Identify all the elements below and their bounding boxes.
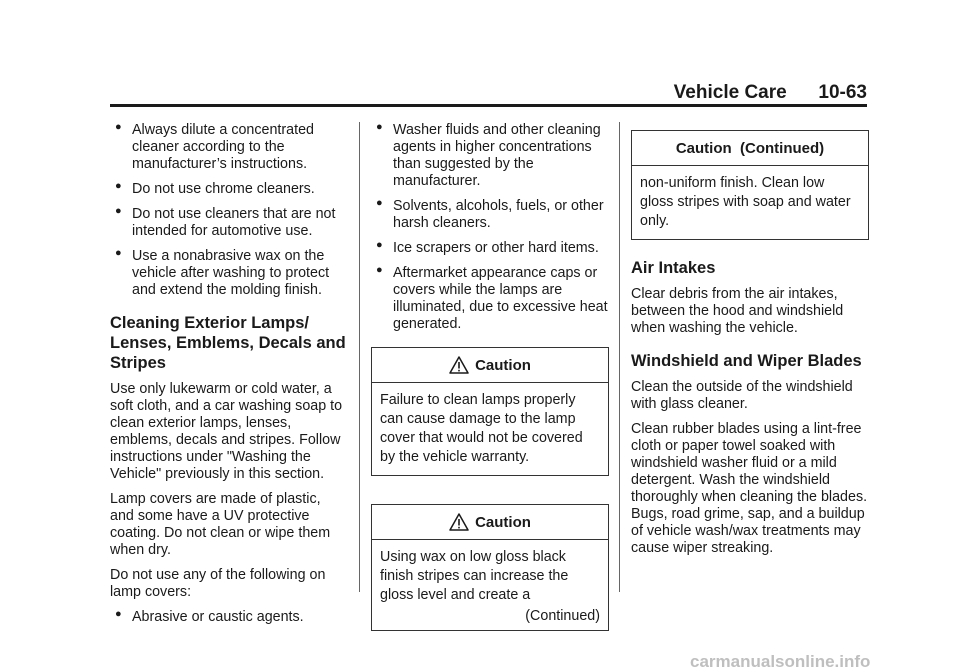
paragraph: Clean the outside of the windshield with glass cleaner. (631, 379, 853, 412)
list-item (371, 265, 609, 333)
list-item (110, 609, 348, 626)
bullet-text: Solvents, alcohols, fuels, or other harsh cleaners. (393, 198, 604, 231)
list-item (110, 248, 348, 299)
bullet-text: Use a nonabrasive wax on the vehicle after washing to protect and extend the molding finish. (132, 248, 330, 298)
bullet-icon: ● (376, 239, 383, 251)
bullet-icon: ● (376, 121, 383, 133)
bullet-list (110, 122, 348, 299)
warning-icon (449, 513, 469, 531)
caution-box (631, 130, 869, 240)
caution-header (632, 131, 868, 166)
list-item (110, 122, 348, 173)
paragraph: Clear debris from the air intakes, between the hood and windshield when washing the vehicle. (631, 286, 844, 336)
header-title (674, 82, 867, 104)
section-heading: Cleaning Exterior Lamps/ Lenses, Emblems, Decals and Stripes (110, 314, 346, 372)
bullet-text: Always dilute a concentrated cleaner according to the manufacturer’s instructions. (132, 122, 314, 172)
list-item (110, 206, 348, 240)
caution-header (372, 505, 608, 540)
caution-box (371, 504, 609, 631)
bullet-text: Aftermarket appearance caps or covers while the lamps are illuminated, due to excessive heat generated. (393, 265, 608, 332)
caution-title: Caution (Continued) (675, 139, 825, 157)
list-item (371, 122, 609, 190)
caution-title: Caution (475, 513, 531, 531)
caution-body (372, 540, 608, 630)
bullet-list (371, 122, 609, 333)
bullet-icon: ● (115, 247, 122, 259)
bullet-icon: ● (376, 264, 383, 276)
section-heading: Windshield and Wiper Blades (631, 352, 862, 370)
bullet-text: Do not use chrome cleaners. (132, 181, 315, 197)
column-divider (359, 122, 360, 592)
paragraph: Use only lukewarm or cold water, a soft cloth, and a car washing soap to clean exterior lamps, lenses, emblems, decals and stripes. Follow instructions under "Washing the Vehicle" previously in this section. (110, 381, 343, 482)
bullet-text: Do not use cleaners that are not intended for automotive use. (132, 206, 336, 239)
bullet-icon: ● (115, 205, 122, 217)
bullet-text: Ice scrapers or other hard items. (393, 240, 599, 256)
caution-text: non-uniform finish. Clean low gloss stripes with soap and water only. (640, 175, 851, 229)
bullet-icon: ● (376, 197, 383, 209)
caution-box (371, 347, 609, 476)
paragraph: Do not use any of the following on lamp covers: (110, 567, 326, 600)
warning-icon (449, 356, 469, 374)
list-item (371, 198, 609, 232)
page-header (110, 80, 867, 107)
list-item (371, 240, 609, 257)
paragraph: Clean rubber blades using a lint-free cloth or paper towel soaked with windshield washer fluid or a mild detergent. Wash the windshield thoroughly when cleaning the blades. Bugs, road grime, sap, and a buildup of vehicle wash/wax treatments may cause wiper streaking. (631, 421, 868, 556)
caution-text: Using wax on low gloss black finish stripes can increase the gloss level and create a (380, 549, 569, 603)
paragraph: Lamp covers are made of plastic, and some have a UV protective coating. Do not clean or wipe them when dry. (110, 491, 331, 558)
continued-label: (Continued) (525, 608, 600, 624)
bullet-text: Washer fluids and other cleaning agents in higher concentrations than suggested by the manufacturer. (393, 122, 601, 189)
watermark: carmanualsonline.info (690, 652, 871, 671)
section-heading: Air Intakes (631, 259, 716, 277)
column-divider (619, 122, 620, 592)
caution-header (372, 348, 608, 383)
bullet-icon: ● (115, 608, 122, 620)
bullet-icon: ● (115, 180, 122, 192)
section-title: Vehicle Care (673, 82, 787, 103)
column-1 (110, 122, 348, 634)
bullet-text: Abrasive or caustic agents. (132, 609, 304, 625)
bullet-icon: ● (115, 121, 122, 133)
column-2 (371, 122, 609, 631)
list-item (110, 181, 348, 198)
bullet-list (110, 609, 348, 626)
caution-text: Failure to clean lamps properly can cause damage to the lamp cover that would not be covered by the vehicle warranty. (380, 392, 583, 465)
column-3 (631, 130, 869, 565)
page-number: 10-63 (818, 82, 867, 103)
caution-title: Caution (475, 356, 531, 374)
